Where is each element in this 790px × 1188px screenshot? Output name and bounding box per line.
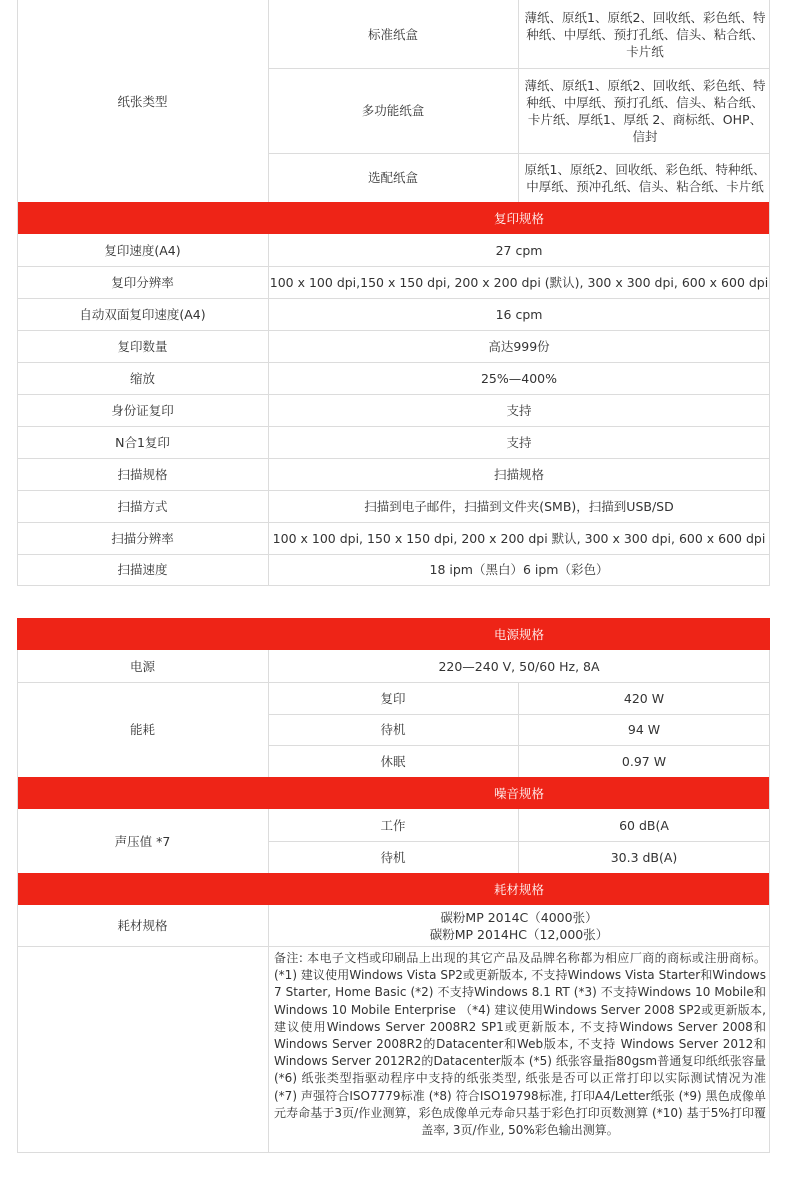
paper-types-multipurpose: 薄纸、原纸1、原纸2、回收纸、彩色纸、特种纸、中厚纸、预打孔纸、信头、粘合纸、卡片纸、厚纸1、厚纸 2、商标纸、OHP、信封 bbox=[524, 77, 766, 144]
divider bbox=[17, 394, 770, 395]
spec-label-scan-resolution: 扫描分辨率 bbox=[111, 530, 174, 546]
notes-text: 备注: 本电子文档或印刷品上出现的其它产品及品牌名称都为相应厂商的商标或注册商标。(*1) 建议使用Windows Vista SP2或更新版本, 不支持Windows Vista Starter和Windows 7 Starter, Home Basic (*2) 不支持Windows 8.1 RT (*3) 不支持Windows 10 Mobile和Windows 10 Mobile Enterprise （*4) 建议使用Windows Server 2008 SP2或更新版本, 建议使用Windows Server 2008R2 SP1或更新版本, 不支持Windows Server 2008和Windows Server 2008R2的Datacenter和Web版本, 不支持 Windows Server 2012和Windows Server 2012R2的Datacenter版本 (*5) 纸张容量指80gsm普通复印纸纸张容量 (*6) 纸张类型指驱动程序中支持的纸张类型, 纸张是否可以正常打印以实际测试情况为准 (*7) 声强符合ISO7779标准 (*8) 符合ISO19798标准, 打印A4/Letter纸张 (*9) 黑色成像单元寿命基于3页/作业测算，彩色成像单元寿命只基于彩色打印页数测算 (*10) 基于5%打印覆盖率, 3页/作业, 50%彩色输出测算。 bbox=[274, 951, 766, 1138]
divider bbox=[17, 1152, 770, 1153]
consumption-value-sleep: 0.97 W bbox=[621, 753, 667, 769]
spec-value-copy-resolution: 100 x 100 dpi,150 x 150 dpi, 200 x 200 dpi (默认), 300 x 300 dpi, 600 x 600 dpi bbox=[269, 274, 769, 290]
spec-value-scan-mode: 扫描到电子邮件，扫描到文件夹(SMB)，扫描到USB/SD bbox=[364, 498, 674, 514]
spec-label-zoom: 缩放 bbox=[129, 370, 155, 386]
spec-label-duplex-speed: 自动双面复印速度(A4) bbox=[79, 306, 206, 322]
noise-mode-standby: 待机 bbox=[380, 849, 406, 865]
divider bbox=[268, 68, 770, 69]
divider bbox=[268, 714, 770, 715]
divider bbox=[17, 0, 18, 585]
divider bbox=[17, 330, 770, 331]
spec-label-consumption: 能耗 bbox=[129, 722, 155, 737]
spec-label-power: 电源 bbox=[129, 658, 155, 674]
noise-value-working: 60 dB(A bbox=[619, 817, 669, 833]
toner-standard: 碳粉MP 2014C（4000张） bbox=[440, 909, 598, 925]
spec-value-zoom: 25%—400% bbox=[480, 370, 558, 386]
noise-mode-working: 工作 bbox=[380, 817, 406, 833]
spec-value-duplex-speed: 16 cpm bbox=[495, 306, 543, 322]
spec-value-copy-speed: 27 cpm bbox=[495, 242, 543, 258]
spec-label-scan-mode: 扫描方式 bbox=[117, 498, 168, 514]
paper-source-optional: 选配纸盒 bbox=[367, 170, 418, 185]
paper-source-multipurpose: 多功能纸盒 bbox=[361, 103, 425, 118]
divider bbox=[268, 153, 770, 154]
divider bbox=[17, 362, 770, 363]
paper-types-standard: 薄纸、原纸1、原纸2、回收纸、彩色纸、特种纸、中厚纸、预打孔纸、信头、粘合纸、卡片纸 bbox=[524, 9, 766, 59]
consumption-mode-standby: 待机 bbox=[380, 722, 406, 737]
divider bbox=[17, 682, 770, 683]
consumption-mode-copy: 复印 bbox=[380, 690, 406, 706]
spec-label-copy-resolution: 复印分辨率 bbox=[111, 274, 174, 290]
spec-label-copy-speed: 复印速度(A4) bbox=[104, 242, 181, 258]
spec-value-n-in-1: 支持 bbox=[506, 434, 532, 450]
toner-high-capacity: 碳粉MP 2014HC（12,000张） bbox=[429, 926, 609, 942]
noise-spec-header-left bbox=[17, 777, 268, 809]
spec-label-id-copy: 身份证复印 bbox=[111, 402, 174, 418]
divider bbox=[268, 234, 269, 585]
consumption-mode-sleep: 休眠 bbox=[380, 753, 406, 769]
spec-value-scan-resolution: 100 x 100 dpi, 150 x 150 dpi, 200 x 200 dpi 默认, 300 x 300 dpi, 600 x 600 dpi bbox=[272, 530, 766, 546]
divider bbox=[17, 490, 770, 491]
divider bbox=[17, 266, 770, 267]
divider bbox=[518, 0, 519, 202]
spec-label-scan-speed: 扫描速度 bbox=[117, 562, 168, 577]
spec-value-id-copy: 支持 bbox=[506, 402, 532, 418]
spec-value-power: 220—240 V, 50/60 Hz, 8A bbox=[438, 658, 600, 674]
divider bbox=[268, 841, 770, 842]
divider bbox=[769, 650, 770, 1152]
divider bbox=[17, 585, 770, 586]
paper-types-optional: 原纸1、原纸2、回收纸、彩色纸、特种纸、中厚纸、预冲孔纸、信头、粘合纸、卡片纸 bbox=[524, 161, 766, 194]
noise-spec-header: 噪音规格 bbox=[268, 777, 770, 809]
divider bbox=[17, 426, 770, 427]
consumables-spec-header-left bbox=[17, 873, 268, 905]
divider bbox=[268, 745, 770, 746]
divider bbox=[17, 522, 770, 523]
copy-spec-header-left bbox=[17, 202, 268, 234]
spec-value-consumables bbox=[268, 905, 770, 946]
power-spec-header: 电源规格 bbox=[268, 618, 770, 650]
divider bbox=[769, 0, 770, 585]
divider bbox=[17, 946, 770, 947]
paper-source-standard: 标准纸盒 bbox=[367, 26, 418, 42]
divider bbox=[518, 682, 519, 777]
spec-value-scan-speed: 18 ipm（黑白）6 ipm（彩色） bbox=[429, 562, 609, 577]
spec-value-copy-quantity: 高达999份 bbox=[488, 338, 550, 354]
spec-label-copy-quantity: 复印数量 bbox=[117, 338, 168, 354]
spec-value-scan-spec: 扫描规格 bbox=[493, 466, 544, 482]
divider bbox=[17, 298, 770, 299]
spec-label-sound-pressure: 声压值 *7 bbox=[114, 833, 171, 849]
divider bbox=[17, 650, 18, 1152]
copy-spec-header: 复印规格 bbox=[268, 202, 770, 234]
spec-label-consumables: 耗材规格 bbox=[117, 918, 168, 933]
divider bbox=[17, 458, 770, 459]
divider bbox=[17, 554, 770, 555]
paper-type-label: 纸张类型 bbox=[117, 93, 168, 109]
spec-label-scan-spec: 扫描规格 bbox=[117, 466, 168, 482]
spec-label-n-in-1: N合1复印 bbox=[115, 434, 170, 450]
power-spec-header-left bbox=[17, 618, 268, 650]
consumables-spec-header: 耗材规格 bbox=[268, 873, 770, 905]
consumption-value-standby: 94 W bbox=[627, 722, 661, 737]
consumption-value-copy: 420 W bbox=[623, 690, 665, 706]
divider bbox=[268, 905, 269, 1152]
noise-value-standby: 30.3 dB(A) bbox=[610, 849, 678, 865]
divider bbox=[268, 0, 269, 202]
